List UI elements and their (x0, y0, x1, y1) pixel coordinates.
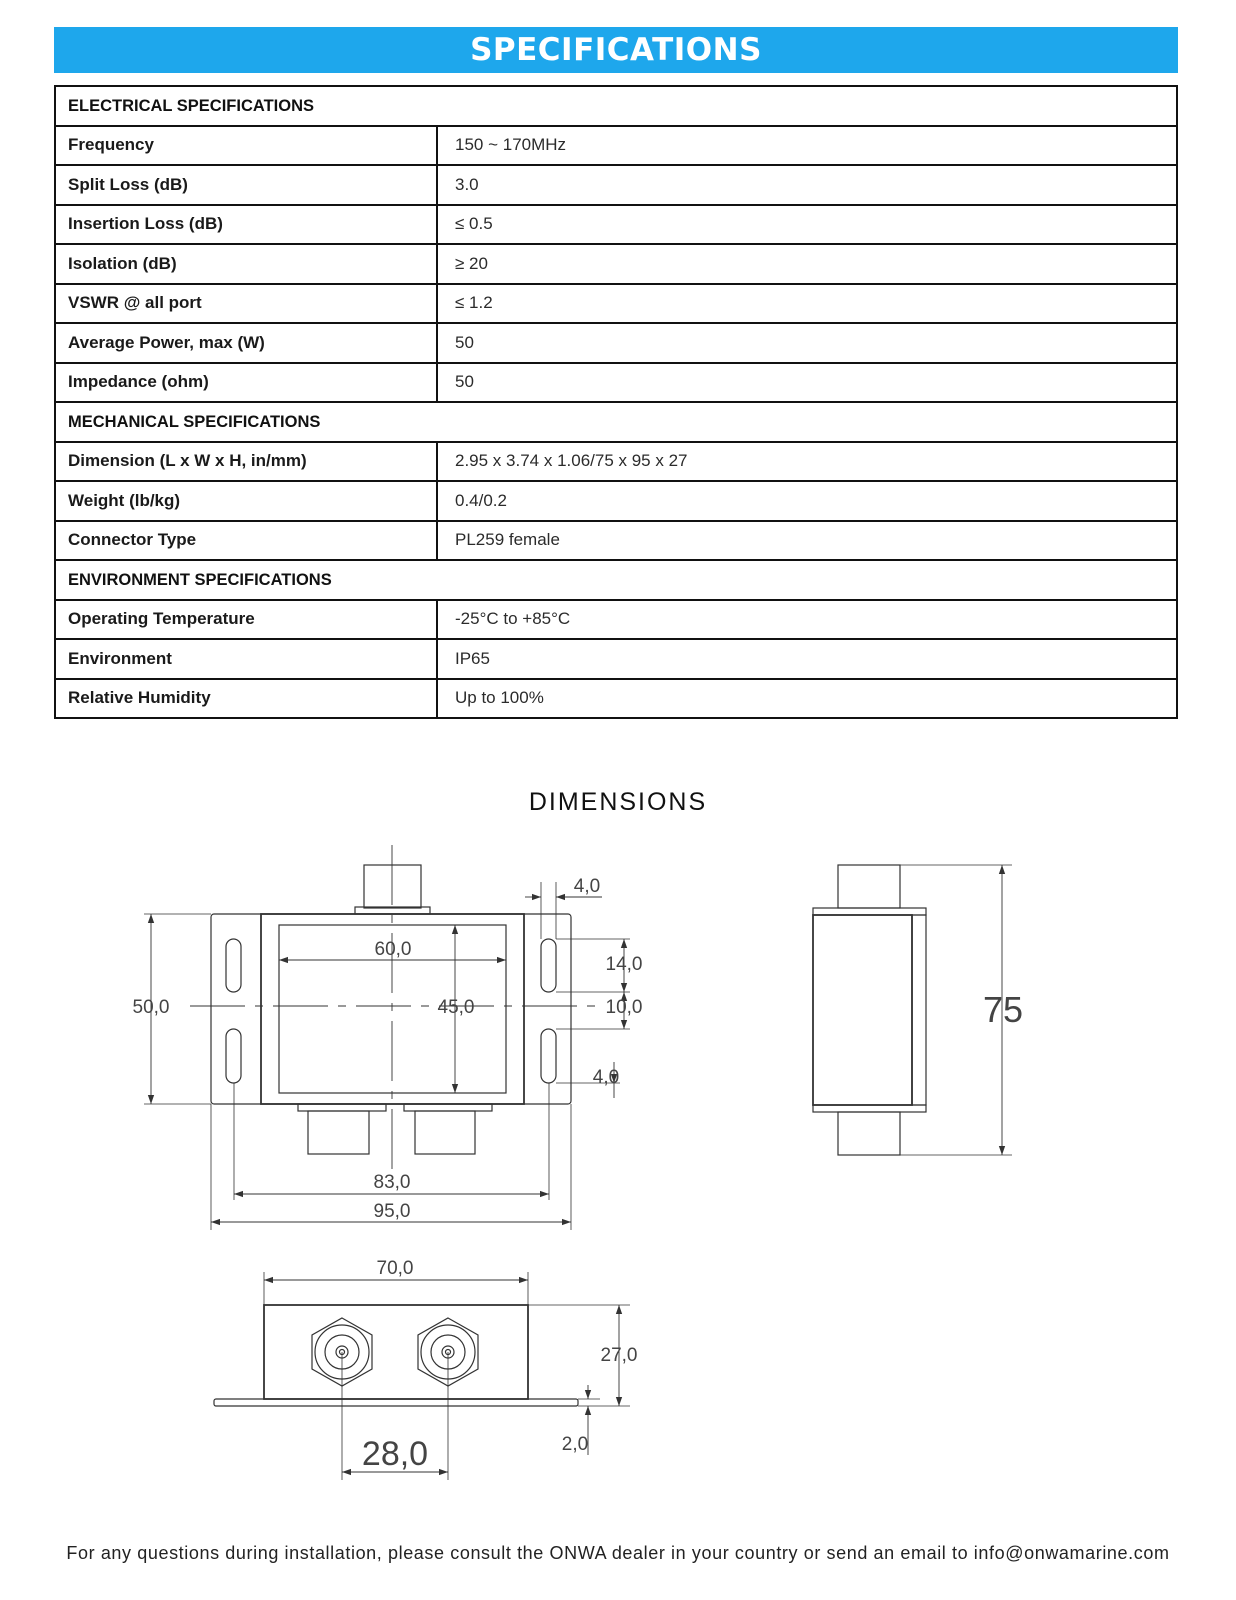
page-title: SPECIFICATIONS (54, 27, 1178, 73)
spec-value: ≤ 0.5 (437, 205, 1177, 245)
mount-slot (541, 1029, 556, 1083)
dim-label-4-bottom: 4,0 (592, 1067, 620, 1088)
spec-label: Relative Humidity (55, 679, 437, 719)
side-connector-top (838, 865, 900, 908)
side-connector-top-base (813, 908, 926, 915)
spec-label: VSWR @ all port (55, 284, 437, 324)
mount-slot (541, 939, 556, 992)
footer-contact-note: For any questions during installation, please consult the ONWA dealer in your country or send an email to info@onwamarine.com (66, 1543, 1170, 1563)
side-connector-bottom-base (813, 1105, 926, 1112)
spec-value: -25°C to +85°C (437, 600, 1177, 640)
bottom-connector-base-right (404, 1104, 492, 1111)
dim-label-28: 28,0 (361, 1435, 429, 1473)
spec-value: Up to 100% (437, 679, 1177, 719)
spec-label: Connector Type (55, 521, 437, 561)
spec-value: 50 (437, 363, 1177, 403)
dim-label-95: 95,0 (373, 1201, 411, 1222)
environment-section-heading: ENVIRONMENT SPECIFICATIONS (55, 560, 1177, 600)
spec-value: 3.0 (437, 165, 1177, 205)
dim-label-60: 60,0 (374, 939, 412, 960)
spec-value: IP65 (437, 639, 1177, 679)
front-view-dimension-labels (362, 1258, 638, 1473)
spec-value: 50 (437, 323, 1177, 363)
spec-label: Average Power, max (W) (55, 323, 437, 363)
dim-label-14: 14,0 (605, 954, 643, 975)
dim-label-10: 10,0 (605, 997, 643, 1018)
spec-label: Dimension (L x W x H, in/mm) (55, 442, 437, 482)
dim-label-4-top: 4,0 (573, 876, 601, 897)
spec-label: Frequency (55, 126, 437, 166)
spec-value: ≥ 20 (437, 244, 1177, 284)
spec-label: Insertion Loss (dB) (55, 205, 437, 245)
spec-value: 150 ~ 170MHz (437, 126, 1177, 166)
spec-label: Impedance (ohm) (55, 363, 437, 403)
bottom-connector-base-left (298, 1104, 386, 1111)
dim-label-50: 50,0 (132, 997, 170, 1018)
spec-label: Isolation (dB) (55, 244, 437, 284)
dimensions-title: DIMENSIONS (528, 788, 708, 816)
electrical-section-heading: ELECTRICAL SPECIFICATIONS (55, 86, 1177, 126)
mount-slot (226, 1029, 241, 1083)
spec-value: 2.95 x 3.74 x 1.06/75 x 95 x 27 (437, 442, 1177, 482)
spec-value: ≤ 1.2 (437, 284, 1177, 324)
front-body (264, 1305, 528, 1399)
spec-value: PL259 female (437, 521, 1177, 561)
dim-label-70: 70,0 (376, 1258, 414, 1279)
dim-label-27: 27,0 (600, 1345, 638, 1366)
front-plate (214, 1399, 578, 1406)
side-plate (912, 915, 926, 1105)
bottom-connector-right (415, 1111, 475, 1154)
spec-label: Environment (55, 639, 437, 679)
spec-label: Split Loss (dB) (55, 165, 437, 205)
dim-label-75: 75 (982, 989, 1024, 1030)
mechanical-section-heading: MECHANICAL SPECIFICATIONS (55, 402, 1177, 442)
dim-label-45: 45,0 (437, 997, 475, 1018)
spec-value: 0.4/0.2 (437, 481, 1177, 521)
top-view-dimension-labels (133, 876, 643, 1222)
dim-label-83: 83,0 (373, 1172, 411, 1193)
side-body (813, 915, 912, 1105)
top-connector (364, 865, 421, 908)
dim-label-2: 2,0 (561, 1434, 589, 1455)
side-connector-bottom (838, 1112, 900, 1155)
spec-label: Weight (lb/kg) (55, 481, 437, 521)
bottom-connector-left (308, 1111, 369, 1154)
spec-label: Operating Temperature (55, 600, 437, 640)
mount-slot (226, 939, 241, 992)
